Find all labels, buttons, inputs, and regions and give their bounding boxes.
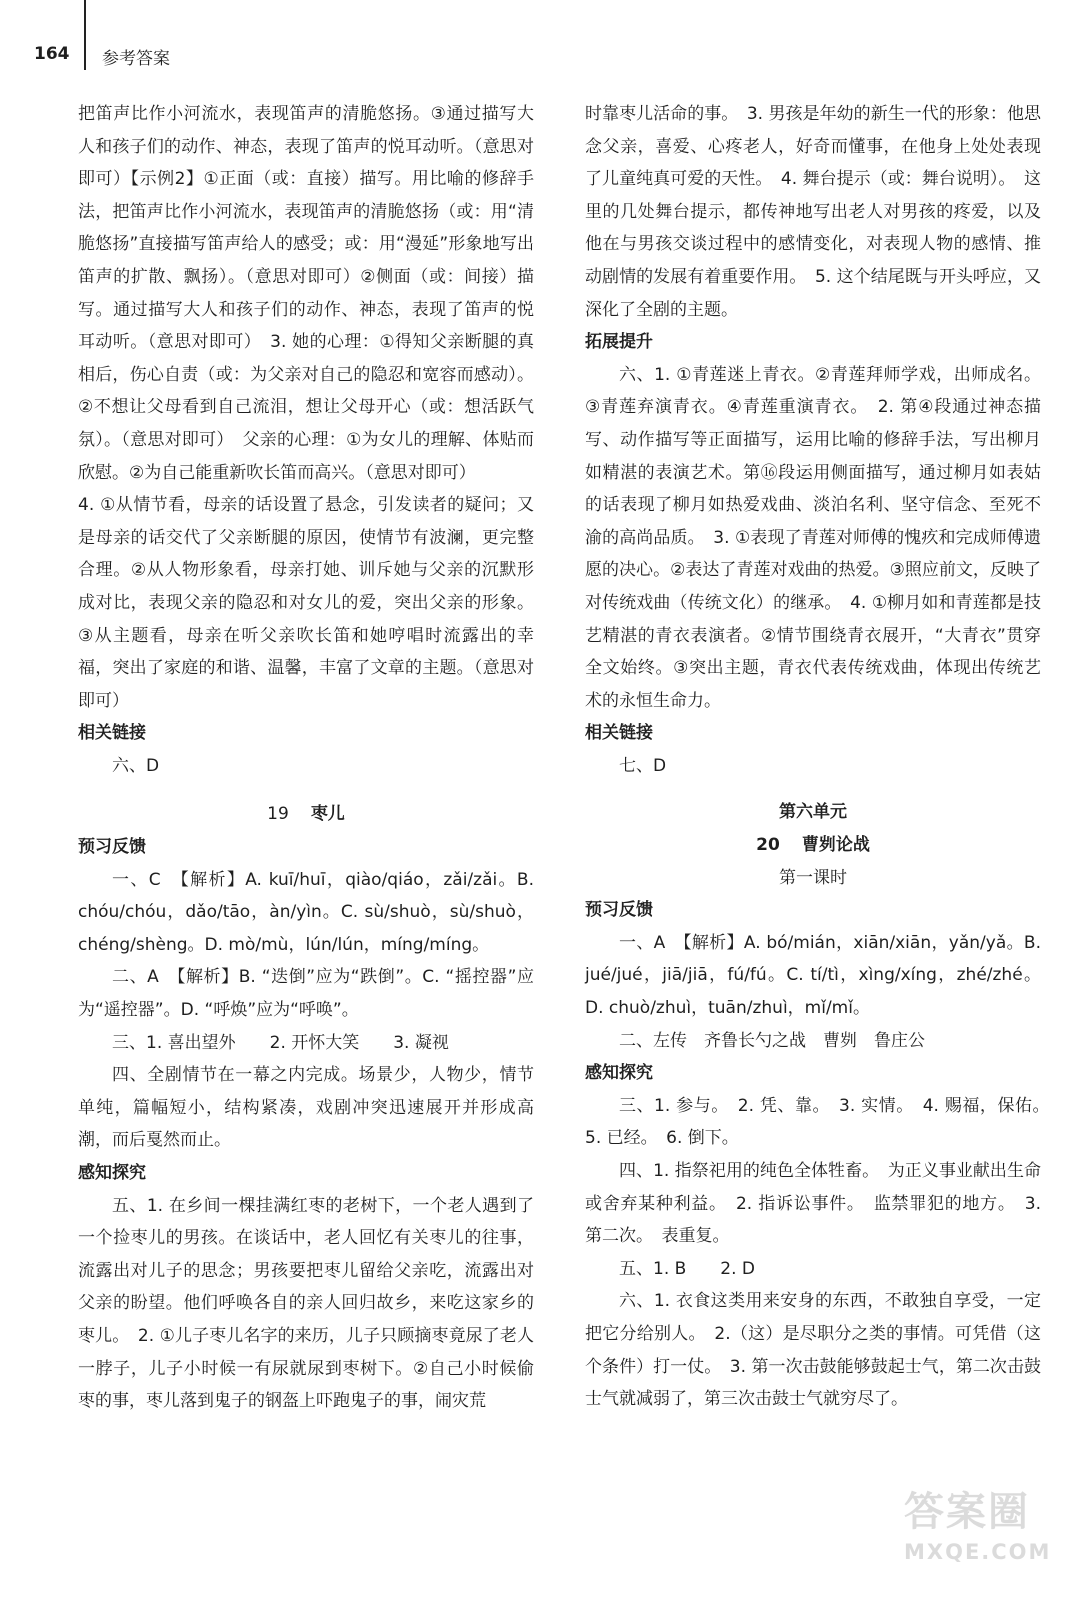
lesson-subtitle: 第一课时 [779, 867, 847, 888]
answer-paragraph: 六、1. 衣食这类用来安身的东西，不敢独自享受，一定把它分给别人。 2.（这）是尽职分之类的事情。可凭借（这个条件）打一仗。 3. 第一次击鼓能够鼓起士气，第二次击鼓士气就减弱了，第三次击鼓士气就穷尽了。 [585, 1291, 1041, 1410]
answer-paragraph: 4. ①从情节看，母亲的话设置了悬念，引发读者的疑问；又是母亲的话交代了父亲断腿的原因，使情节有波澜，更完整合理。②从人物形象看，母亲打她、训斥她与父亲的沉默形成对比，表现父亲的隐忍和对女儿的爱，突出父亲的形象。③从主题看，母亲在听父亲吹长笛和她哼唱时流露出的幸福，突出了家庭的和谐、温馨，丰富了文章的主题。（意思对即可） [78, 495, 534, 711]
section-heading-explore: 感知探究 [78, 1163, 146, 1183]
unit-title: 第六单元 [779, 802, 847, 823]
section-heading-related: 相关链接 [585, 723, 653, 744]
right-column [585, 98, 1058, 1416]
section-heading-explore: 感知探究 [585, 1063, 653, 1084]
page-header [0, 0, 1080, 80]
answer-paragraph: 二、A 【解析】B. “迭倒”应为“跌倒”。C. “摇控器”应为“遥控器”。D. “呼焕”应为“呼唤”。 [78, 967, 534, 1021]
answer-paragraph: 时靠枣儿活命的事。 3. 男孩是年幼的新生一代的形象：他思念父亲，喜爱、心疼老人，好奇而懂事，在他身上处处表现了儿童纯真可爱的天性。 4. 舞台提示（或：舞台说明）。 这里的几处舞台提示，都传神地写出老人对男孩的疼爱，以及他在与男孩交谈过程中的感情变化，对表现人物的感情、推动剧情的发展有着重要作用。 5. 这个结尾既与开头呼应，又深化了全剧的主题。 [585, 104, 1041, 320]
section-heading-preview: 预习反馈 [585, 900, 653, 921]
watermark [904, 1484, 1072, 1594]
answer-paragraph: 三、1. 喜出望外 2. 开怀大笑 3. 凝视 [112, 1032, 449, 1053]
answer-paragraph: 五、1. B 2. D [619, 1258, 755, 1279]
lesson-number: 19 [267, 804, 289, 825]
answer-paragraph: 把笛声比作小河流水，表现笛声的清脆悠扬。③通过描写大人和孩子们的动作、神态，表现了笛声的悦耳动听。（意思对即可）【示例2】①正面（或：直接）描写。用比喻的修辞手法，把笛声比作小河流水，表现笛声的清脆悠扬（或：用“清脆悠扬”直接描写笛声给人的感受；或：用“漫延”形象地写出笛声的扩散、飘扬）。（意思对即可）②侧面（或：间接）描写。通过描写大人和孩子们的动作、神态，表现了笛声的悦耳动听。（意思对即可） 3. 她的心理：①得知父亲断腿的真相后，伤心自责（或：为父亲对自己的隐忍和宽容而感动）。②不想让父母看到自己流泪，想让父母开心（或：想活跃气氛）。（意思对即可） 父亲的心理：①为女儿的理解、体贴而欣慰。②为自己能重新吹长笛而高兴。（意思对即可） [78, 104, 534, 483]
answer-paragraph: 四、1. 指祭祀用的纯色全体牲畜。 为正义事业献出生命或舍弃某种利益。 2. 指诉讼事件。 监禁罪犯的地方。 3. 第二次。 表重复。 [585, 1161, 1041, 1247]
answer-paragraph: 三、1. 参与。 2. 凭、靠。 3. 实情。 4. 赐福，保佑。 5. 已经。 6. 倒下。 [585, 1095, 1058, 1149]
answer-paragraph: 七、D [619, 755, 667, 776]
answer-paragraph: 一、A 【解析】A. bó/mián，xiān/xiān，yǎn/yǎ。B. jué/jué，jiā/jiā，fú/fú。C. tí/tì，xìng/xíng，zhé/zhé。D. chuò/zhuì，tuān/zhuì，mǐ/mǐ。 [585, 932, 1041, 1019]
section-heading-extend: 拓展提升 [585, 332, 653, 353]
answer-paragraph: 六、1. ①青莲迷上青衣。②青莲拜师学戏，出师成名。③青莲弃演青衣。④青莲重演青衣。 2. 第④段通过神态描写、动作描写等正面描写，运用比喻的修辞手法，写出柳月如精湛的表演艺术。第⑯段运用侧面描写，通过柳月如表姑的话表现了柳月如热爱戏曲、淡泊名利、坚守信念、至死不渝的高尚品质。 3. ①表现了青莲对师傅的愧疚和完成师傅遗愿的决心。②表达了青莲对戏曲的热爱。③照应前文，反映了对传统戏曲（传统文化）的继承。 4. ①柳月如和青莲都是技艺精湛的青衣表演者。②情节围绕青衣展开，“大青衣”贯穿全文始终。③突出主题，青衣代表传统戏曲，体现出传统艺术的永恒生命力。 [585, 364, 1041, 711]
answer-paragraph: 一、C 【解析】A. kuī/huī，qiào/qiáo，zǎi/zǎi。B. chóu/chóu，dǎo/tāo，àn/yìn。C. sù/shuò，sù/shuò，chéng/shèng。D. mò/mù，lún/lún，míng/míng。 [78, 869, 534, 955]
answer-paragraph: 四、全剧情节在一幕之内完成。场景少，人物少，情节单纯，篇幅短小，结构紧凑，戏剧冲突迅速展开并形成高潮，而后戛然而止。 [78, 1065, 534, 1151]
lesson-title [78, 798, 534, 831]
page-number: 164 [34, 44, 70, 64]
header-title: 参考答案 [102, 49, 170, 69]
watermark-logo: 答案圈 [904, 1489, 1030, 1535]
answer-paragraph: 二、左传 齐鲁长勺之战 曹刿 鲁庄公 [619, 1030, 925, 1051]
answer-paragraph: 五、1. 在乡间一棵挂满红枣的老树下，一个老人遇到了一个捡枣儿的男孩。在谈话中，老人回忆有关枣儿的往事，流露出对儿子的思念；男孩要把枣儿留给父亲吃，流露出对父亲的盼望。他们呼唤各自的亲人回归故乡，来吃这家乡的枣儿。 2. ①儿子枣儿名字的来历，儿子只顾摘枣竟尿了老人一脖子，儿子小时候一有尿就尿到枣树下。②自己小时候偷枣的事，枣儿落到鬼子的钢盔上吓跑鬼子的事，闹灾荒 [78, 1195, 534, 1412]
watermark-url: MXQE.COM [904, 1540, 1052, 1564]
lesson-number: 20 [756, 835, 780, 856]
section-heading-related: 相关链接 [78, 723, 146, 744]
section-heading-preview: 预习反馈 [78, 837, 146, 858]
left-column [78, 98, 534, 1418]
answer-paragraph: 六、D [112, 755, 160, 776]
lesson-title [585, 829, 1041, 862]
header-divider [84, 0, 86, 70]
lesson-name: 曹刿论战 [801, 835, 870, 856]
lesson-name: 枣儿 [310, 804, 345, 825]
